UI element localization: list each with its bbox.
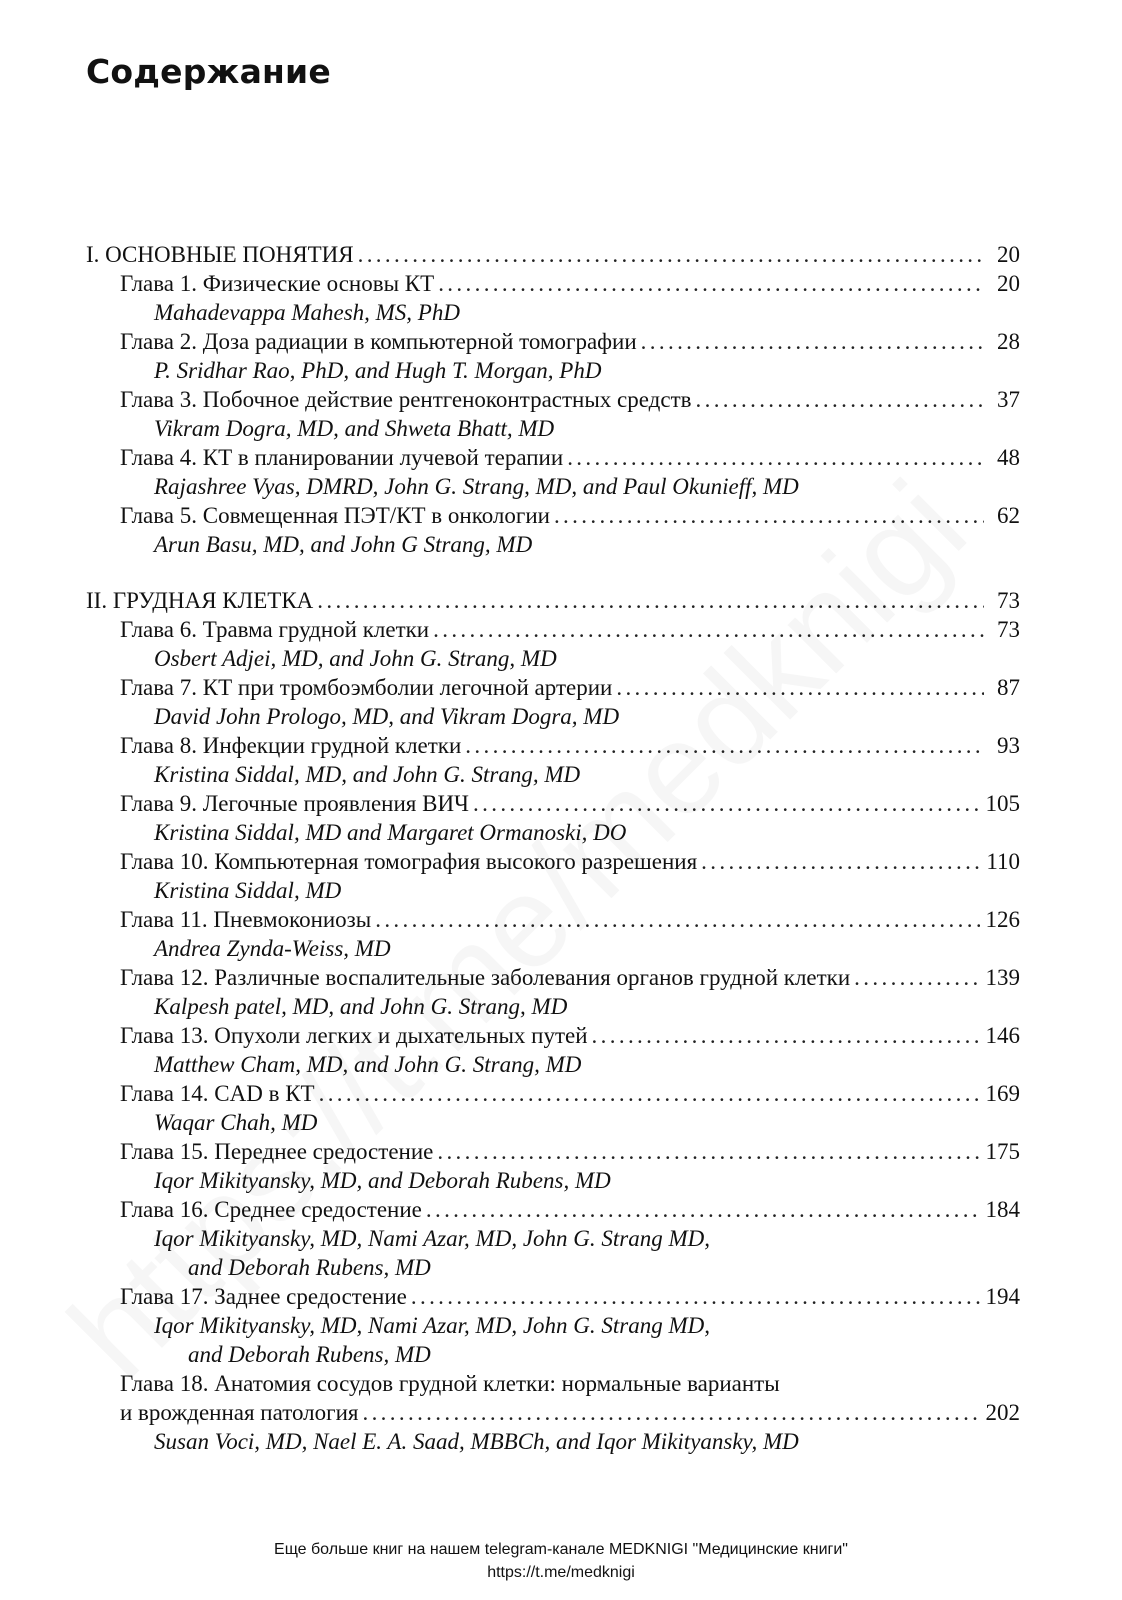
- chapter-entry-title: Глава 16. Среднее средостение: [120, 1197, 422, 1222]
- dot-leader: [592, 1021, 980, 1050]
- chapter-entry-page: 194: [985, 1284, 1020, 1309]
- chapter-entry[interactable]: [86, 731, 1020, 760]
- section-heading[interactable]: [86, 240, 1020, 269]
- section-heading-title: I. ОСНОВНЫЕ ПОНЯТИЯ: [86, 242, 354, 267]
- chapter-entry-page: 202: [985, 1400, 1020, 1425]
- chapter-entry[interactable]: [86, 385, 1020, 414]
- chapter-entry-page: 184: [985, 1197, 1020, 1222]
- chapter-authors: Matthew Cham, MD, and John G. Strang, MD: [154, 1052, 582, 1077]
- chapter-authors: Waqar Chah, MD: [154, 1110, 318, 1135]
- chapter-entry[interactable]: [86, 905, 1020, 934]
- chapter-entry[interactable]: [86, 501, 1020, 530]
- section-heading[interactable]: [86, 586, 1020, 615]
- chapter-entry-page: 28: [997, 329, 1020, 354]
- dot-leader: [696, 385, 985, 414]
- chapter-authors: Iqor Mikityansky, MD, and Deborah Rubens, MD: [154, 1168, 611, 1193]
- chapter-entry-page: 139: [985, 965, 1020, 990]
- chapter-entry[interactable]: [86, 673, 1020, 702]
- chapter-authors: Iqor Mikityansky, MD, Nami Azar, MD, John G. Strang MD,: [154, 1226, 710, 1251]
- dot-leader: [616, 673, 984, 702]
- dot-leader: [567, 443, 984, 472]
- page-title: Содержание: [86, 52, 331, 91]
- chapter-authors: and Deborah Rubens, MD: [188, 1342, 431, 1367]
- dot-leader: [362, 1398, 979, 1427]
- chapter-entry[interactable]: [86, 1021, 1020, 1050]
- chapter-authors: David John Prologo, MD, and Vikram Dogra, MD: [154, 704, 620, 729]
- chapter-entry[interactable]: [86, 327, 1020, 356]
- chapter-authors: Rajashree Vyas, DMRD, John G. Strang, MD, and Paul Okunieff, MD: [154, 474, 799, 499]
- dot-leader: [411, 1282, 980, 1311]
- chapter-authors: Susan Voci, MD, Nael E. A. Saad, MBBCh, and Iqor Mikityansky, MD: [154, 1429, 799, 1454]
- footer-promo-text: Еще больше книг на нашем telegram-канале MEDKNIGI "Медицинские книги": [274, 1541, 848, 1558]
- footer-link[interactable]: https://t.me/medknigi: [487, 1564, 635, 1581]
- chapter-entry-page: 87: [997, 675, 1020, 700]
- chapter-entry-title: Глава 4. КТ в планировании лучевой терапии: [120, 445, 564, 470]
- dot-leader: [438, 269, 984, 298]
- chapter-entry-title: Глава 2. Доза радиации в компьютерной томографии: [120, 329, 637, 354]
- section-heading-page: 20: [997, 242, 1020, 267]
- toc-section: [86, 240, 1020, 559]
- dot-leader: [437, 1137, 979, 1166]
- chapter-entry[interactable]: [86, 1137, 1020, 1166]
- chapter-authors: Mahadevappa Mahesh, MS, PhD: [154, 300, 460, 325]
- chapter-entry-title: Глава 1. Физические основы КТ: [120, 271, 435, 296]
- dot-leader: [319, 1079, 980, 1108]
- chapter-entry-page: 105: [985, 791, 1020, 816]
- chapter-entry[interactable]: [86, 789, 1020, 818]
- dot-leader: [358, 240, 984, 269]
- chapter-entry-title: Глава 9. Легочные проявления ВИЧ: [120, 791, 470, 816]
- chapter-entry-page: 37: [997, 387, 1020, 412]
- chapter-entry-title: Глава 11. Пневмокониозы: [120, 907, 372, 932]
- dot-leader: [426, 1195, 980, 1224]
- chapter-entry-title: Глава 15. Переднее средостение: [120, 1139, 434, 1164]
- chapter-entry-title: Глава 17. Заднее средостение: [120, 1284, 407, 1309]
- chapter-entry-title: Глава 12. Различные воспалительные заболевания органов грудной клетки: [120, 965, 851, 990]
- chapter-entry-page: 169: [985, 1081, 1020, 1106]
- chapter-authors: Osbert Adjei, MD, and John G. Strang, MD: [154, 646, 557, 671]
- chapter-entry[interactable]: [86, 615, 1020, 644]
- chapter-entry-page: 175: [985, 1139, 1020, 1164]
- dot-leader: [465, 731, 984, 760]
- chapter-entry[interactable]: [86, 1079, 1020, 1108]
- chapter-entry-page: 48: [997, 445, 1020, 470]
- table-of-contents: [86, 240, 1020, 1456]
- chapter-entry-page: 62: [997, 503, 1020, 528]
- chapter-entry[interactable]: [86, 1398, 1020, 1427]
- dot-leader: [433, 615, 984, 644]
- chapter-title-line[interactable]: Глава 18. Анатомия сосудов грудной клетки: нормальные варианты: [120, 1371, 780, 1396]
- chapter-entry-title: Глава 8. Инфекции грудной клетки: [120, 733, 462, 758]
- footer: [0, 1538, 1122, 1584]
- chapter-entry-title: и врожденная патология: [120, 1400, 359, 1425]
- chapter-entry-page: 73: [997, 617, 1020, 642]
- chapter-entry-title: Глава 3. Побочное действие рентгеноконтрастных средств: [120, 387, 692, 412]
- chapter-entry-page: 93: [997, 733, 1020, 758]
- chapter-authors: and Deborah Rubens, MD: [188, 1255, 431, 1280]
- chapter-entry[interactable]: [86, 963, 1020, 992]
- dot-leader: [317, 586, 984, 615]
- section-heading-page: 73: [997, 588, 1020, 613]
- chapter-authors: Andrea Zynda-Weiss, MD: [154, 936, 391, 961]
- chapter-entry-title: Глава 10. Компьютерная томография высокого разрешения: [120, 849, 698, 874]
- chapter-entry-title: Глава 6. Травма грудной клетки: [120, 617, 430, 642]
- toc-section: [86, 586, 1020, 1456]
- chapter-entry-title: Глава 5. Совмещенная ПЭТ/КТ в онкологии: [120, 503, 550, 528]
- section-heading-title: II. ГРУДНАЯ КЛЕТКА: [86, 588, 314, 613]
- chapter-entry-title: Глава 14. CAD в КТ: [120, 1081, 315, 1106]
- chapter-authors: Kristina Siddal, MD, and John G. Strang, MD: [154, 762, 581, 787]
- dot-leader: [854, 963, 979, 992]
- chapter-entry-title: Глава 7. КТ при тромбоэмболии легочной артерии: [120, 675, 613, 700]
- chapter-entry[interactable]: [86, 269, 1020, 298]
- chapter-authors: Kalpesh patel, MD, and John G. Strang, MD: [154, 994, 568, 1019]
- chapter-entry-title: Глава 13. Опухоли легких и дыхательных путей: [120, 1023, 588, 1048]
- chapter-authors: P. Sridhar Rao, PhD, and Hugh T. Morgan, PhD: [154, 358, 602, 383]
- chapter-entry-page: 110: [986, 849, 1020, 874]
- chapter-entry[interactable]: [86, 443, 1020, 472]
- dot-leader: [473, 789, 979, 818]
- chapter-authors: Vikram Dogra, MD, and Shweta Bhatt, MD: [154, 416, 555, 441]
- chapter-entry[interactable]: [86, 1195, 1020, 1224]
- chapter-authors: Iqor Mikityansky, MD, Nami Azar, MD, John G. Strang MD,: [154, 1313, 710, 1338]
- chapter-authors: Kristina Siddal, MD: [154, 878, 342, 903]
- chapter-entry-page: 20: [997, 271, 1020, 296]
- chapter-authors: Arun Basu, MD, and John G Strang, MD: [154, 532, 533, 557]
- chapter-entry-page: 126: [985, 907, 1020, 932]
- chapter-entry-page: 146: [985, 1023, 1020, 1048]
- dot-leader: [641, 327, 984, 356]
- chapter-authors: Kristina Siddal, MD and Margaret Ormanoski, DO: [154, 820, 627, 845]
- dot-leader: [701, 847, 980, 876]
- dot-leader: [375, 905, 979, 934]
- chapter-entry[interactable]: [86, 847, 1020, 876]
- dot-leader: [554, 501, 984, 530]
- chapter-entry[interactable]: [86, 1282, 1020, 1311]
